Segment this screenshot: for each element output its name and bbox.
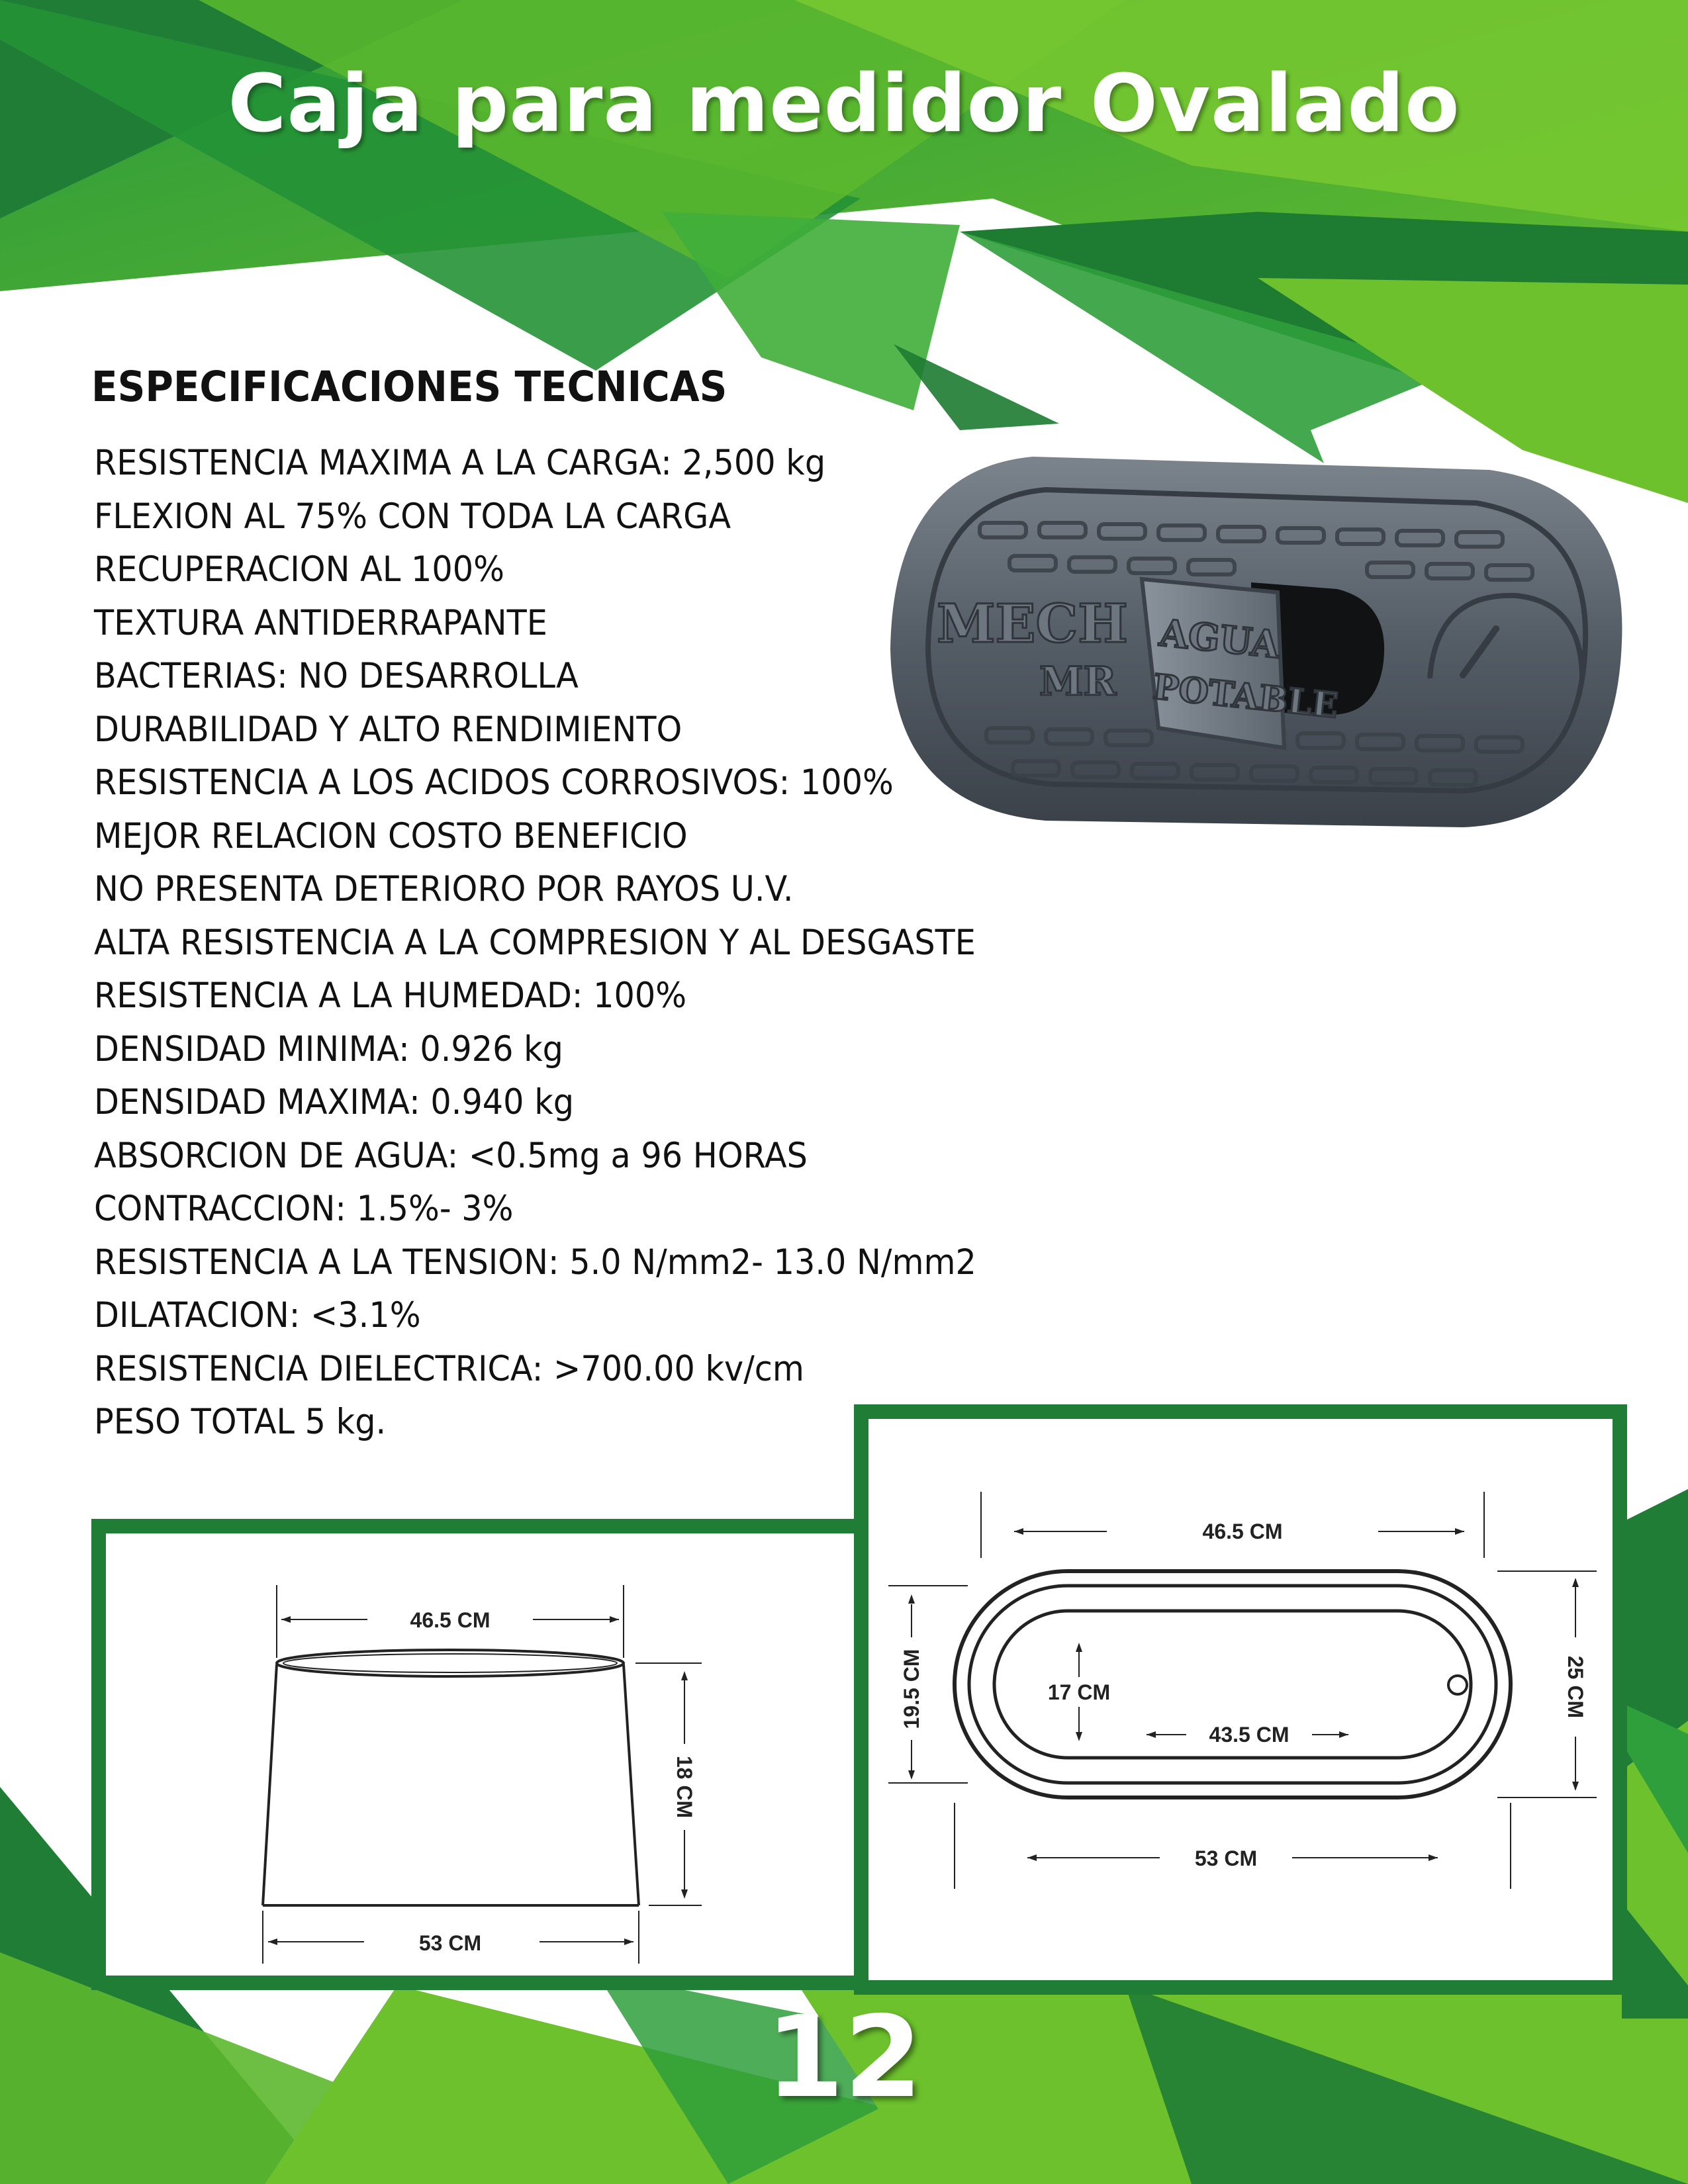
- top-outer-length-label: 46.5 CM: [1202, 1520, 1283, 1543]
- spec-item: TEXTURA ANTIDERRAPANTE: [94, 602, 547, 643]
- top-total-height-label: 25 CM: [1564, 1655, 1587, 1719]
- top-outer-height-label: 19.5 CM: [900, 1649, 923, 1729]
- spec-item: RESISTENCIA A LA HUMEDAD: 100%: [94, 976, 687, 1016]
- spec-item: MEJOR RELACION COSTO BENEFICIO: [94, 815, 688, 856]
- spec-item: CONTRACCION: 1.5%- 3%: [94, 1189, 514, 1229]
- lid-brand-subtext: MR: [1039, 659, 1117, 705]
- spec-item: PESO TOTAL 5 kg.: [94, 1402, 387, 1442]
- spec-item: FLEXION AL 75% CON TODA LA CARGA: [94, 496, 731, 537]
- spec-item: NO PRESENTA DETERIORO POR RAYOS U.V.: [94, 869, 794, 909]
- spec-item: RESISTENCIA MAXIMA A LA CARGA: 2,500 kg: [94, 443, 826, 483]
- spec-item: DENSIDAD MINIMA: 0.926 kg: [94, 1028, 563, 1069]
- specs-heading: ESPECIFICACIONES TECNICAS: [91, 363, 727, 411]
- spec-item: RESISTENCIA A LA TENSION: 5.0 N/mm2- 13.0 N/mm2: [94, 1242, 976, 1283]
- side-bottom-width-label: 53 CM: [418, 1931, 482, 1955]
- spec-item: DENSIDAD MAXIMA: 0.940 kg: [94, 1082, 575, 1122]
- spec-item: BACTERIAS: NO DESARROLLA: [94, 656, 579, 696]
- top-inner-length-label: 43.5 CM: [1209, 1723, 1289, 1747]
- side-view-diagram: [106, 1533, 878, 1976]
- spec-item: RESISTENCIA DIELECTRICA: >700.00 kv/cm: [94, 1348, 804, 1389]
- top-view-diagram: [868, 1419, 1613, 1980]
- spec-item: ABSORCION DE AGUA: <0.5mg a 96 HORAS: [94, 1135, 808, 1176]
- spec-item: DILATACION: <3.1%: [94, 1295, 421, 1336]
- spec-item: ALTA RESISTENCIA A LA COMPRESION Y AL DESGASTE: [94, 922, 976, 963]
- side-top-width-label: 46.5 CM: [410, 1608, 491, 1632]
- page-title: Caja para medidor Ovalado: [228, 58, 1460, 150]
- spec-item: DURABILIDAD Y ALTO RENDIMIENTO: [94, 709, 682, 750]
- spec-item: RESISTENCIA A LOS ACIDOS CORROSIVOS: 100%: [94, 762, 894, 803]
- top-inner-height-label: 17 CM: [1047, 1680, 1111, 1704]
- side-height-label: 18 CM: [673, 1755, 696, 1819]
- page-number: 12: [765, 1992, 923, 2123]
- flap-text-agua: AGUA: [1157, 611, 1282, 667]
- spec-item: RECUPERACION AL 100%: [94, 549, 504, 590]
- lid-brand-text: MECH: [937, 592, 1128, 655]
- meter-box-photo: [880, 450, 1635, 841]
- top-total-length-label: 53 CM: [1194, 1846, 1258, 1870]
- flap-text-potable: POTABLE: [1150, 666, 1340, 727]
- side-view-frame: [91, 1519, 892, 1990]
- top-view-frame: [854, 1404, 1627, 1995]
